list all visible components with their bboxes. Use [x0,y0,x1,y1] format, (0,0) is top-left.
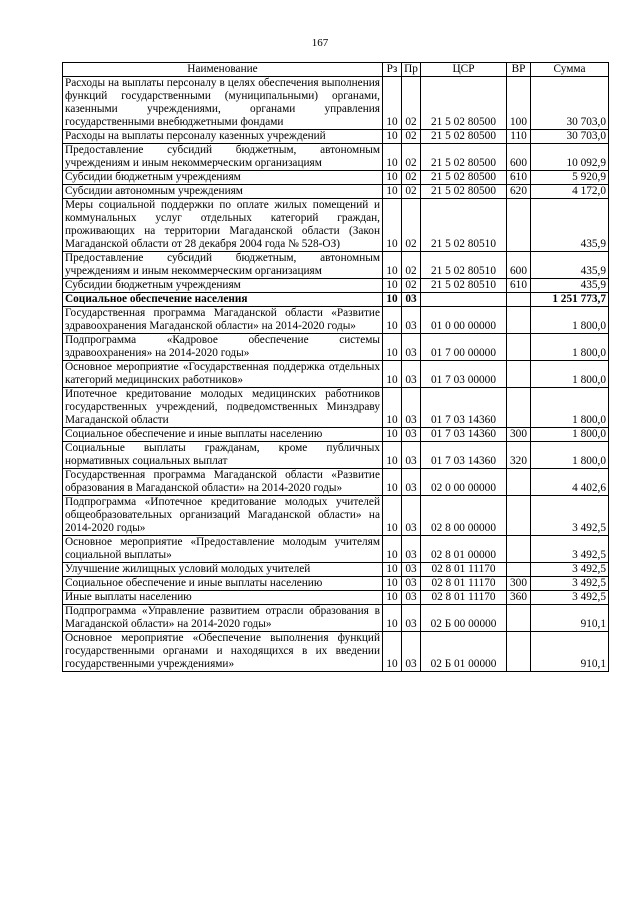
row-pr-cell: 03 [402,605,421,632]
table-row [63,388,609,428]
header-vr: ВР [507,63,531,77]
row-csr-cell: 02 8 00 00000 [421,496,507,536]
row-pr-cell: 03 [402,361,421,388]
row-name-cell: Иные выплаты населению [63,591,383,605]
table-row [63,496,609,536]
row-sum-cell: 435,9 [531,279,609,293]
row-sum-cell: 1 800,0 [531,307,609,334]
row-csr-cell: 01 7 03 00000 [421,361,507,388]
row-sum-cell: 3 492,5 [531,591,609,605]
row-pr-cell: 03 [402,428,421,442]
row-rz-cell: 10 [383,361,402,388]
row-rz-cell: 10 [383,388,402,428]
row-sum-cell: 1 800,0 [531,428,609,442]
row-vr-cell: 610 [507,279,531,293]
row-csr-cell: 02 0 00 00000 [421,469,507,496]
row-sum-cell: 910,1 [531,632,609,672]
row-pr-cell: 03 [402,388,421,428]
row-name-cell: Социальное обеспечение и иные выплаты населению [63,577,383,591]
row-name-cell: Субсидии бюджетным учреждениям [63,279,383,293]
row-sum-cell: 3 492,5 [531,577,609,591]
row-csr-cell [421,293,507,307]
row-vr-cell [507,293,531,307]
row-name-cell: Подпрограмма «Управление развитием отрасли образования в Магаданской области» на 2014-2020 годы» [63,605,383,632]
row-vr-cell: 360 [507,591,531,605]
row-pr-cell: 03 [402,536,421,563]
row-pr-cell: 03 [402,442,421,469]
row-sum-cell: 1 800,0 [531,361,609,388]
row-name-cell: Ипотечное кредитование молодых медицинских работников государственных учреждений, подведомственных Минздраву Магаданской области [63,388,383,428]
row-csr-cell: 02 Б 01 00000 [421,632,507,672]
row-csr-cell: 21 5 02 80500 [421,185,507,199]
row-name-cell: Основное мероприятие «Обеспечение выполнения функций государственными органами и находящихся в их введении государственными учреждениями» [63,632,383,672]
row-vr-cell: 110 [507,130,531,144]
budget-table [62,62,609,672]
row-csr-cell: 21 5 02 80500 [421,130,507,144]
row-csr-cell: 02 8 01 11170 [421,591,507,605]
row-pr-cell: 03 [402,577,421,591]
table-row [63,361,609,388]
row-rz-cell: 10 [383,442,402,469]
table-row [63,536,609,563]
row-vr-cell [507,307,531,334]
row-pr-cell: 03 [402,496,421,536]
row-rz-cell: 10 [383,496,402,536]
row-csr-cell: 02 8 01 11170 [421,577,507,591]
row-name-cell: Предоставление субсидий бюджетным, автономным учреждениям и иным некоммерческим организациям [63,144,383,171]
row-vr-cell [507,605,531,632]
table-row [63,293,609,307]
row-csr-cell: 02 8 01 11170 [421,563,507,577]
row-rz-cell: 10 [383,130,402,144]
row-sum-cell: 3 492,5 [531,563,609,577]
row-name-cell: Расходы на выплаты персоналу казенных учреждений [63,130,383,144]
row-pr-cell: 03 [402,563,421,577]
row-vr-cell [507,334,531,361]
row-name-cell: Подпрограмма «Ипотечное кредитование молодых учителей общеобразовательных организаций Магаданской области» на 2014-2020 годы» [63,496,383,536]
row-sum-cell: 1 800,0 [531,442,609,469]
row-name-cell: Субсидии автономным учреждениям [63,185,383,199]
row-sum-cell: 5 920,9 [531,171,609,185]
row-csr-cell: 21 5 02 80500 [421,77,507,130]
row-vr-cell [507,199,531,252]
row-vr-cell: 610 [507,171,531,185]
row-rz-cell: 10 [383,279,402,293]
row-csr-cell: 02 Б 00 00000 [421,605,507,632]
table-row [63,428,609,442]
table-row [63,199,609,252]
row-vr-cell: 600 [507,144,531,171]
table-row [63,279,609,293]
row-name-cell: Меры социальной поддержки по оплате жилых помещений и коммунальных услуг отдельных категорий граждан, проживающих на территории Магаданской области (Закон Магаданской области от 28 декабря 2004 года № 528-ОЗ) [63,199,383,252]
row-vr-cell [507,632,531,672]
row-sum-cell: 4 172,0 [531,185,609,199]
row-vr-cell: 620 [507,185,531,199]
row-vr-cell [507,496,531,536]
row-csr-cell: 21 5 02 80510 [421,279,507,293]
table-body [63,77,609,672]
row-pr-cell: 02 [402,199,421,252]
row-csr-cell: 01 7 03 14360 [421,388,507,428]
table-row [63,334,609,361]
table-row [63,144,609,171]
row-csr-cell: 01 7 03 14360 [421,428,507,442]
row-csr-cell: 01 7 03 14360 [421,442,507,469]
row-rz-cell: 10 [383,605,402,632]
page-number: 167 [311,37,329,49]
row-csr-cell: 21 5 02 80510 [421,252,507,279]
row-rz-cell: 10 [383,77,402,130]
row-rz-cell: 10 [383,171,402,185]
row-rz-cell: 10 [383,591,402,605]
table-row [63,307,609,334]
row-pr-cell: 03 [402,334,421,361]
row-pr-cell: 03 [402,591,421,605]
row-vr-cell [507,388,531,428]
row-name-cell: Основное мероприятие «Предоставление молодым учителям социальной выплаты» [63,536,383,563]
row-rz-cell: 10 [383,185,402,199]
header-sum: Сумма [531,63,609,77]
row-sum-cell: 435,9 [531,252,609,279]
table-row [63,77,609,130]
row-vr-cell: 100 [507,77,531,130]
table-row [63,442,609,469]
row-sum-cell: 10 092,9 [531,144,609,171]
header-rz: Рз [383,63,402,77]
row-rz-cell: 10 [383,252,402,279]
row-vr-cell: 320 [507,442,531,469]
row-sum-cell: 1 800,0 [531,334,609,361]
table-header-row [63,63,609,77]
table-row [63,605,609,632]
row-vr-cell: 300 [507,428,531,442]
row-rz-cell: 10 [383,307,402,334]
row-rz-cell: 10 [383,563,402,577]
row-name-cell: Государственная программа Магаданской области «Развитие здравоохранения Магаданской области» на 2014-2020 годы» [63,307,383,334]
row-name-cell: Улучшение жилищных условий молодых учителей [63,563,383,577]
row-rz-cell: 10 [383,428,402,442]
row-sum-cell: 3 492,5 [531,536,609,563]
row-sum-cell: 30 703,0 [531,130,609,144]
table-row [63,252,609,279]
table-row [63,591,609,605]
row-name-cell: Основное мероприятие «Государственная поддержка отдельных категорий медицинских работников» [63,361,383,388]
row-name-cell: Социальное обеспечение и иные выплаты населению [63,428,383,442]
row-pr-cell: 03 [402,632,421,672]
row-rz-cell: 10 [383,199,402,252]
row-pr-cell: 02 [402,185,421,199]
row-vr-cell [507,361,531,388]
row-rz-cell: 10 [383,632,402,672]
row-csr-cell: 01 7 00 00000 [421,334,507,361]
table-row [63,563,609,577]
row-name-cell: Социальное обеспечение населения [63,293,383,307]
row-vr-cell: 300 [507,577,531,591]
row-name-cell: Субсидии бюджетным учреждениям [63,171,383,185]
row-pr-cell: 03 [402,469,421,496]
header-csr: ЦСР [421,63,507,77]
row-vr-cell: 600 [507,252,531,279]
row-csr-cell: 21 5 02 80510 [421,199,507,252]
row-rz-cell: 10 [383,144,402,171]
row-pr-cell: 02 [402,279,421,293]
row-rz-cell: 10 [383,536,402,563]
row-vr-cell [507,536,531,563]
row-name-cell: Предоставление субсидий бюджетным, автономным учреждениям и иным некоммерческим организациям [63,252,383,279]
table-row [63,185,609,199]
row-pr-cell: 03 [402,293,421,307]
row-name-cell: Расходы на выплаты персоналу в целях обеспечения выполнения функций государственными (муниципальными) органами, казенными учреждениями, органами управления государственными внебюджетными фондами [63,77,383,130]
row-sum-cell: 1 251 773,7 [531,293,609,307]
table-row [63,577,609,591]
row-sum-cell: 1 800,0 [531,388,609,428]
header-pr: Пр [402,63,421,77]
row-pr-cell: 02 [402,144,421,171]
table-row [63,171,609,185]
row-sum-cell: 435,9 [531,199,609,252]
table-row [63,130,609,144]
row-rz-cell: 10 [383,334,402,361]
row-name-cell: Подпрограмма «Кадровое обеспечение системы здравоохранения» на 2014-2020 годы» [63,334,383,361]
row-pr-cell: 02 [402,130,421,144]
row-csr-cell: 21 5 02 80500 [421,144,507,171]
row-rz-cell: 10 [383,293,402,307]
row-pr-cell: 03 [402,307,421,334]
row-csr-cell: 02 8 01 00000 [421,536,507,563]
row-sum-cell: 4 402,6 [531,469,609,496]
row-csr-cell: 01 0 00 00000 [421,307,507,334]
row-csr-cell: 21 5 02 80500 [421,171,507,185]
row-pr-cell: 02 [402,171,421,185]
row-pr-cell: 02 [402,77,421,130]
row-sum-cell: 910,1 [531,605,609,632]
header-name: Наименование [63,63,383,77]
row-name-cell: Социальные выплаты гражданам, кроме публичных нормативных социальных выплат [63,442,383,469]
row-pr-cell: 02 [402,252,421,279]
table-row [63,469,609,496]
row-rz-cell: 10 [383,469,402,496]
row-sum-cell: 30 703,0 [531,77,609,130]
row-vr-cell [507,563,531,577]
row-rz-cell: 10 [383,577,402,591]
row-sum-cell: 3 492,5 [531,496,609,536]
row-vr-cell [507,469,531,496]
table-row [63,632,609,672]
row-name-cell: Государственная программа Магаданской области «Развитие образования в Магаданской области» на 2014-2020 годы» [63,469,383,496]
